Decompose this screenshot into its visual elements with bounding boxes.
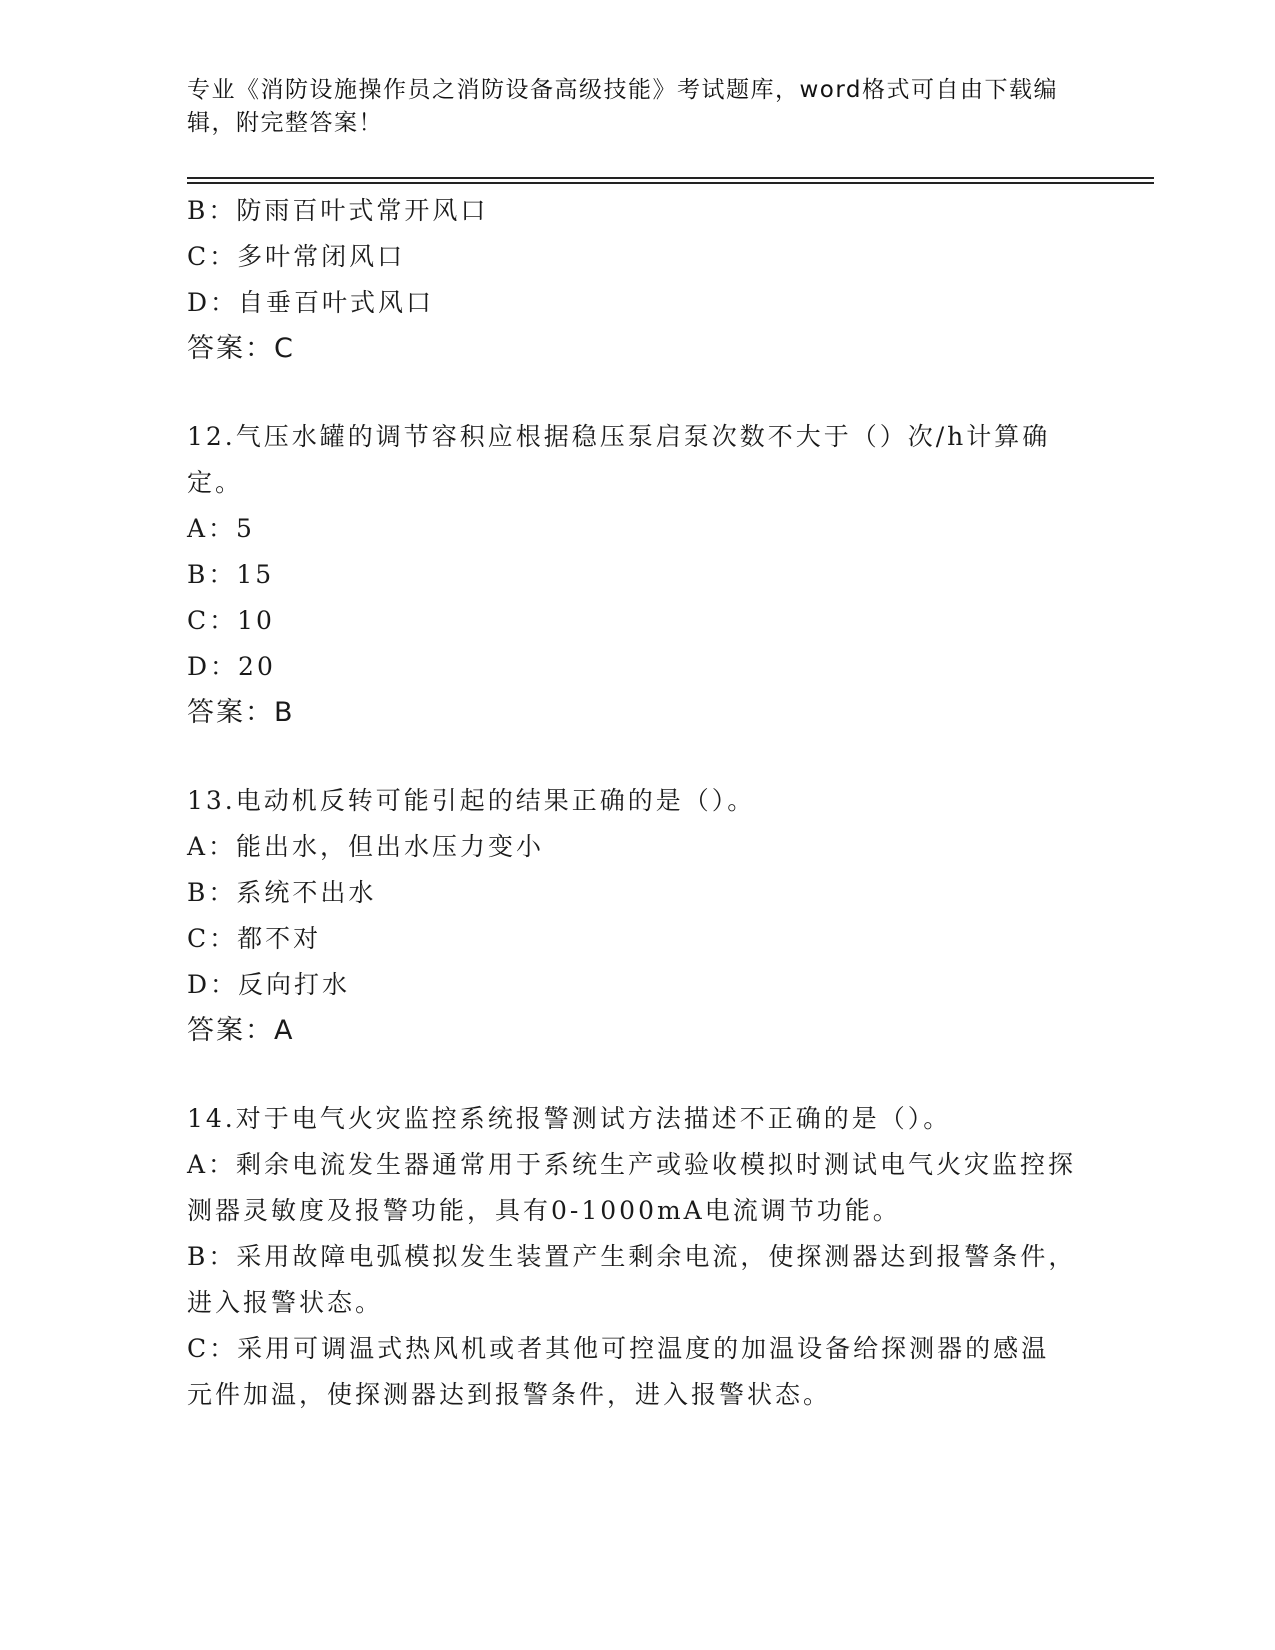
option-b: B：防雨百叶式常开风口: [187, 196, 489, 225]
question-spacer: [187, 1054, 1087, 1096]
question-14: [187, 1096, 1087, 1418]
option-d: D：反向打水: [187, 970, 351, 999]
question-text: 12.气压水罐的调节容积应根据稳压泵启泵次数不大于（）次/h计算确定。: [187, 422, 1051, 497]
option-c: C：都不对: [187, 924, 322, 953]
question-text: 14.对于电气火灾监控系统报警测试方法描述不正确的是（）。: [187, 1104, 952, 1133]
question-list: [187, 188, 1087, 1418]
question-13: [187, 778, 1087, 1054]
answer: 答案：B: [187, 697, 295, 728]
question-text: 13.电动机反转可能引起的结果正确的是（）。: [187, 786, 756, 815]
document-header: 专业《消防设施操作员之消防设备高级技能》考试题库，word格式可自由下载编辑，附完整答案！: [187, 77, 1059, 136]
header-rule-top: [187, 177, 1154, 179]
option-a: A：剩余电流发生器通常用于系统生产或验收模拟时测试电气火灾监控探测器灵敏度及报警功能，具有0-1000mA电流调节功能。: [187, 1150, 1077, 1225]
option-b: B：系统不出水: [187, 878, 377, 907]
question-12: [187, 414, 1087, 736]
option-c: C：10: [187, 606, 275, 635]
option-a: A：能出水，但出水压力变小: [187, 832, 545, 861]
option-b: B：15: [187, 560, 275, 589]
option-a: A：5: [187, 514, 255, 543]
option-c: C：多叶常闭风口: [187, 242, 406, 271]
question-spacer: [187, 736, 1087, 778]
option-c: C：采用可调温式热风机或者其他可控温度的加温设备给探测器的感温元件加温，使探测器达到报警条件，进入报警状态。: [187, 1334, 1050, 1409]
answer: 答案：C: [187, 333, 295, 364]
question-11-tail: [187, 188, 1087, 372]
answer: 答案：A: [187, 1015, 295, 1046]
header-rule-bottom: [187, 182, 1154, 184]
option-d: D：20: [187, 652, 276, 681]
option-b: B：采用故障电弧模拟发生装置产生剩余电流，使探测器达到报警条件，进入报警状态。: [187, 1242, 1077, 1317]
option-d: D：自垂百叶式风口: [187, 288, 435, 317]
question-spacer: [187, 372, 1087, 414]
